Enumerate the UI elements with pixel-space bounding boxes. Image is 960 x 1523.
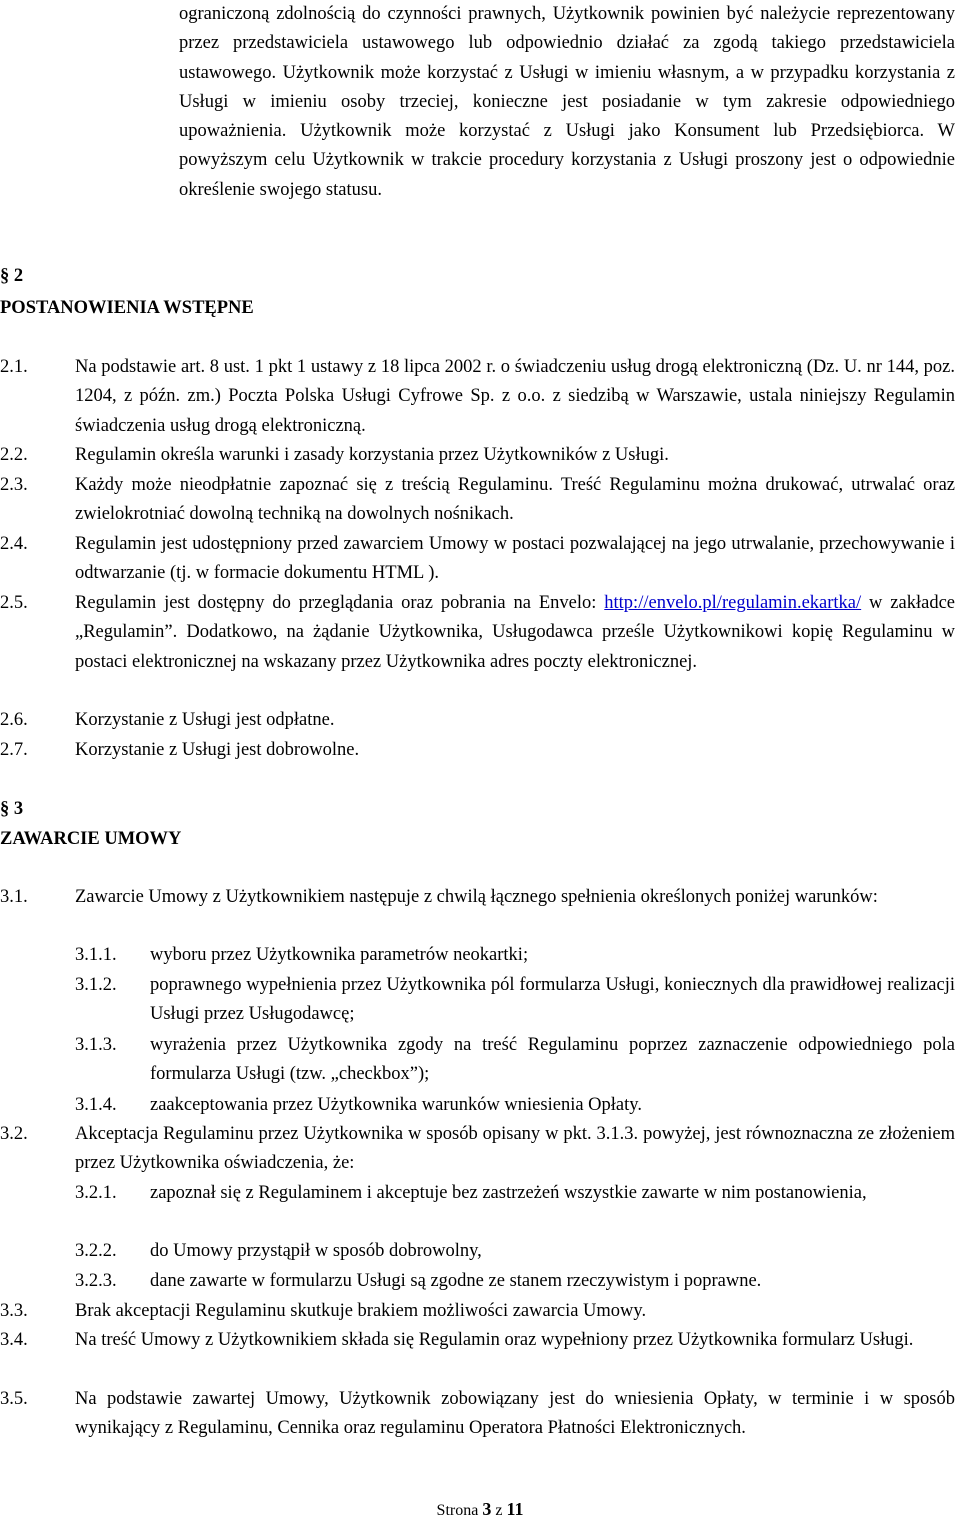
clause-number: 3.1.2. <box>75 975 117 995</box>
clause-text: Regulamin określa warunki i zasady korzystania przez Użytkowników z Usługi. <box>75 445 669 465</box>
footer-total-pages: 11 <box>506 1499 524 1519</box>
clause-text: Akceptacja Regulaminu przez Użytkownika w sposób opisany w pkt. 3.1.3. powyżej, jest równoznaczna ze złożeniem przez Użytkownika oświadczenia, że: <box>75 1124 955 1174</box>
clause-number: 3.3. <box>0 1301 28 1321</box>
clause-text: Każdy może nieodpłatnie zapoznać się z treścią Regulaminu. Treść Regulaminu można drukować, utrwalać oraz zwielokrotniać dowolną techniką na dowolnych nośnikach. <box>75 475 955 525</box>
clause-text: wyrażenia przez Użytkownika zgody na treść Regulaminu poprzez zaznaczenie odpowiedniego pola formularza Usługi (tzw. „checkbox”); <box>150 1035 955 1085</box>
clause-text: Korzystanie z Usługi jest odpłatne. <box>75 710 335 730</box>
clause-text: wyboru przez Użytkownika parametrów neokartki; <box>150 945 529 965</box>
clause-number: 3.1. <box>0 887 28 907</box>
clause-number: 3.5. <box>0 1389 28 1409</box>
clause-text: zaakceptowania przez Użytkownika warunków wniesienia Opłaty. <box>150 1095 642 1115</box>
clause-number: 2.2. <box>0 445 28 465</box>
clause-number: 3.2.3. <box>75 1271 117 1291</box>
footer-of: z <box>495 1502 503 1519</box>
section-2-title: POSTANOWIENIA WSTĘPNE <box>0 298 254 318</box>
page-footer <box>0 1498 960 1522</box>
clause-text <box>75 589 955 677</box>
regulamin-link[interactable]: http://envelo.pl/regulamin.ekartka/ <box>604 593 862 613</box>
footer-label: Strona <box>436 1502 479 1519</box>
clause-text: Na podstawie art. 8 ust. 1 pkt 1 ustawy z 18 lipca 2002 r. o świadczeniu usług drogą elektroniczną (Dz. U. nr 144, poz. 1204, z późn. zm.) Poczta Polska Usługi Cyfrowe Sp. z o.o. z siedzibą w Warszawie, ustala niniejszy Regulamin świadczenia usług drogą elektroniczną. <box>75 357 955 436</box>
clause-text-after: w zakładce „Regulamin”. Dodatkowo, na żądanie Użytkownika, Usługodawca prześle Użytkownikowi kopię Regulaminu w postaci elektronicznej na wskazany przez Użytkownika adres poczty elektronicznej. <box>75 593 955 672</box>
clause-number: 3.1.3. <box>75 1035 117 1055</box>
clause-number: 3.4. <box>0 1330 28 1350</box>
clause-text: Zawarcie Umowy z Użytkownikiem następuje z chwilą łącznego spełnienia określonych poniżej warunków: <box>75 887 878 907</box>
clause-number: 2.7. <box>0 740 28 760</box>
clause-number: 2.1. <box>0 357 28 377</box>
clause-number: 3.2. <box>0 1124 28 1144</box>
section-2-mark: § 2 <box>0 266 24 286</box>
clause-text: Brak akceptacji Regulaminu skutkuje brakiem możliwości zawarcia Umowy. <box>75 1301 647 1321</box>
clause-text: dane zawarte w formularzu Usługi są zgodne ze stanem rzeczywistym i poprawne. <box>150 1271 762 1291</box>
clause-number: 2.5. <box>0 593 28 613</box>
clause-number: 2.3. <box>0 475 28 495</box>
footer-page-number: 3 <box>482 1499 492 1519</box>
clause-number: 2.6. <box>0 710 28 730</box>
clause-number: 3.2.1. <box>75 1183 117 1203</box>
intro-paragraph: ograniczoną zdolnością do czynności prawnych, Użytkownik powinien być należycie reprezentowany przez przedstawiciela ustawowego lub odpowiednio działać za zgodą takiego przedstawiciela ustawowego. Użytkownik może korzystać z Usługi w imieniu własnym, a w przypadku korzystania z Usługi w imieniu osoby trzeciej, konieczne jest posiadanie w tym zakresie odpowiedniego upoważnienia. Użytkownik może korzystać z Usługi jako Konsument lub Przedsiębiorca. W powyższym celu Użytkownik w trakcie procedury korzystania z Usługi proszony jest o odpowiednie określenie swojego statusu. <box>179 4 955 200</box>
clause-text: do Umowy przystąpił w sposób dobrowolny, <box>150 1241 482 1261</box>
section-3-title: ZAWARCIE UMOWY <box>0 829 182 849</box>
clause-text: poprawnego wypełnienia przez Użytkownika pól formularza Usługi, koniecznych dla prawidłowej realizacji Usługi przez Usługodawcę; <box>150 975 955 1025</box>
clause-number: 3.1.4. <box>75 1095 117 1115</box>
clause-text: zapoznał się z Regulaminem i akceptuje bez zastrzeżeń wszystkie zawarte w nim postanowienia, <box>150 1183 867 1203</box>
clause-number: 3.1.1. <box>75 945 117 965</box>
clause-text: Regulamin jest udostępniony przed zawarciem Umowy w postaci pozwalającej na jego utrwalanie, przechowywanie i odtwarzanie (tj. w formacie dokumentu HTML ). <box>75 534 955 584</box>
clause-text: Korzystanie z Usługi jest dobrowolne. <box>75 740 360 760</box>
clause-text: Na podstawie zawartej Umowy, Użytkownik zobowiązany jest do wniesienia Opłaty, w terminie i w sposób wynikający z Regulaminu, Cennika oraz regulaminu Operatora Płatności Elektronicznych. <box>75 1389 955 1439</box>
clause-text: Na treść Umowy z Użytkownikiem składa się Regulamin oraz wypełniony przez Użytkownika formularz Usługi. <box>75 1330 914 1350</box>
section-3-mark: § 3 <box>0 799 24 819</box>
clause-text-before: Regulamin jest dostępny do przeglądania oraz pobrania na Envelo: <box>75 593 605 613</box>
clause-number: 2.4. <box>0 534 28 554</box>
clause-number: 3.2.2. <box>75 1241 117 1261</box>
